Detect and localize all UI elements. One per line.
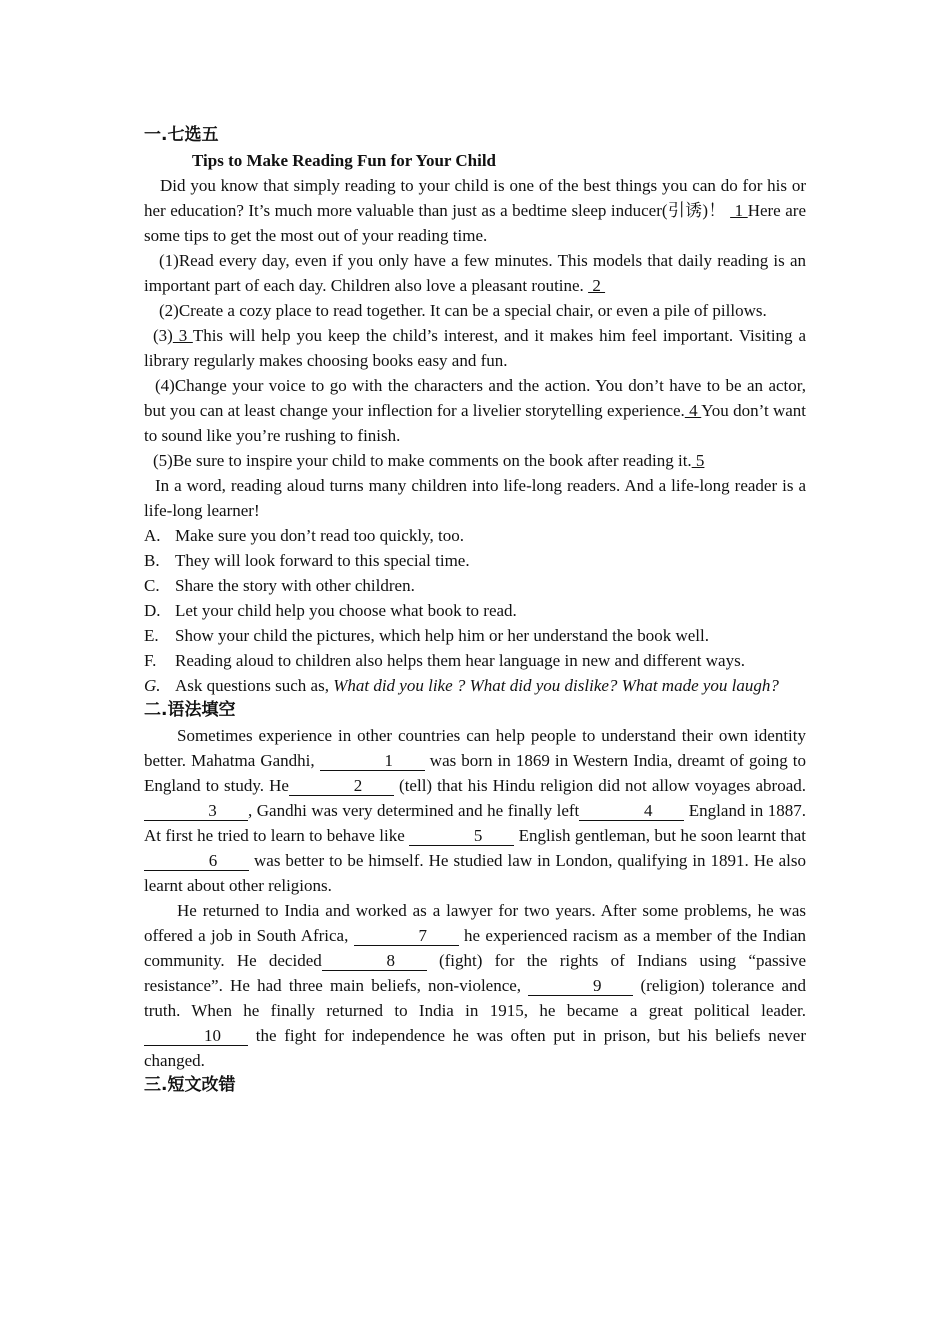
blank-5[interactable]: 5 xyxy=(691,451,705,470)
grammar-blank-2[interactable]: 2 xyxy=(289,776,394,796)
option-f: F. Reading aloud to children also helps them hear language in new and different ways. xyxy=(144,651,745,670)
option-d: D. Let your child help you choose what book to read. xyxy=(144,601,517,620)
blank-4[interactable]: 4 xyxy=(684,401,702,420)
option-b: B. They will look forward to this special time. xyxy=(144,551,470,570)
intro-paragraph: Did you know that simply reading to your child is one of the best things you can do for his or her education? It’s much more valuable than just as a bedtime sleep inducer(引诱)！ 1 Here are some tips to get the most out of your reading time. xyxy=(144,176,806,245)
option-g: G. Ask questions such as, What did you like ? What did you dislike? What made you laugh? xyxy=(144,676,779,695)
document-page xyxy=(144,123,806,1098)
section1-heading: 一.七选五 xyxy=(144,125,219,145)
article-title: Tips to Make Reading Fun for Your Child xyxy=(192,151,497,170)
blank-3[interactable]: 3 xyxy=(172,326,193,345)
conclusion-paragraph: In a word, reading aloud turns many children into life-long readers. And a life-long reader is a life-long learner! xyxy=(144,476,806,520)
grammar-blank-8[interactable]: 8 xyxy=(322,951,427,971)
section3-heading: 三.短文改错 xyxy=(144,1075,236,1095)
tip-4: (4)Change your voice to go with the characters and the action. You don’t have to be an actor, but you can at least change your inflection for a livelier storytelling experience. 4 You don’t want to sound like you’re rushing to finish. xyxy=(144,376,806,445)
tip-1: (1)Read every day, even if you only have a few minutes. This models that daily reading is an important part of each day. Children also love a pleasant routine. 2 xyxy=(144,251,806,295)
grammar-paragraph-2: He returned to India and worked as a lawyer for two years. After some problems, he was offered a job in South Africa, 7 he experienced racism as a member of the Indian community. He decided 8 (fight) for the rights of Indians using “passive resistance”. He had three main beliefs, non-violence, 9 (religion) tolerance and truth. When he finally returned to India in 1915, he became a great political leader. 10 the fight for independence he was often put in prison, but his beliefs never changed. xyxy=(144,901,806,1070)
option-e: E. Show your child the pictures, which help him or her understand the book well. xyxy=(144,626,709,645)
grammar-blank-10[interactable]: 10 xyxy=(144,1026,248,1046)
section2-heading: 二.语法填空 xyxy=(144,700,236,720)
grammar-blank-4[interactable]: 4 xyxy=(579,801,684,821)
grammar-blank-1[interactable]: 1 xyxy=(320,751,425,771)
tip-5: (5)Be sure to inspire your child to make comments on the book after reading it. 5 xyxy=(153,451,705,470)
tip-2: (2)Create a cozy place to read together. It can be a special chair, or even a pile of pillows. xyxy=(159,301,767,320)
tip-3: (3) 3 This will help you keep the child’s interest, and it makes him feel important. Visiting a library regularly makes choosing books easy and fun. xyxy=(144,326,806,370)
grammar-paragraph-1: Sometimes experience in other countries can help people to understand their own identity better. Mahatma Gandhi, 1 was born in 1869 in Western India, dreamt of going to England to study. He 2 (tell) that his Hindu religion did not allow voyages abroad. 3 , Gandhi was very determined and he finally left 4 England in 1887. At first he tried to learn to behave like 5 English gentleman, but he soon learnt that 6 was better to be himself. He studied law in London, qualifying in 1891. He also learnt about other religions. xyxy=(144,726,806,895)
grammar-blank-7[interactable]: 7 xyxy=(354,926,459,946)
blank-1[interactable]: 1 xyxy=(730,201,748,220)
blank-2[interactable]: 2 xyxy=(588,276,606,295)
option-c: C. Share the story with other children. xyxy=(144,576,415,595)
grammar-blank-9[interactable]: 9 xyxy=(528,976,633,996)
option-a: A. Make sure you don’t read too quickly, too. xyxy=(144,526,464,545)
grammar-blank-3[interactable]: 3 xyxy=(144,801,248,821)
grammar-blank-5[interactable]: 5 xyxy=(409,826,514,846)
grammar-blank-6[interactable]: 6 xyxy=(144,851,249,871)
